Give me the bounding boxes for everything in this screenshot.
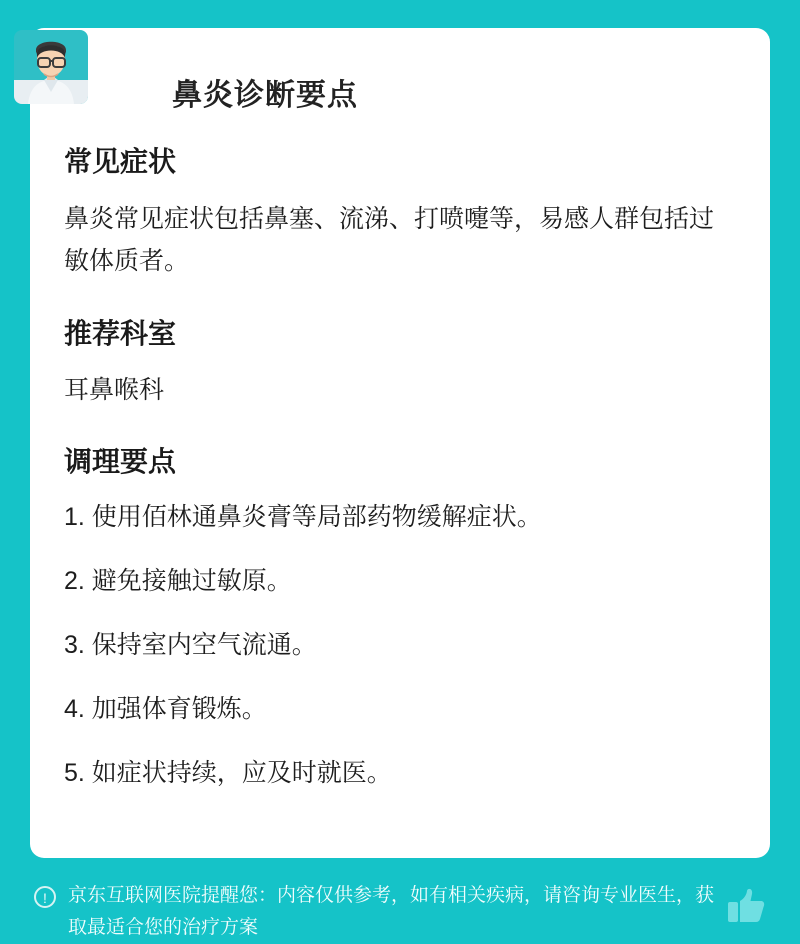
section-text-symptoms: 鼻炎常见症状包括鼻塞、流涕、打喷嚏等，易感人群包括过敏体质者。 — [64, 205, 715, 275]
content-card — [30, 28, 770, 858]
section-heading-department: 推荐科室 — [64, 318, 177, 349]
page-title: 鼻炎诊断要点 — [172, 79, 358, 112]
info-icon: ! — [34, 886, 56, 908]
section-heading-points: 调理要点 — [64, 446, 177, 477]
points-list — [64, 498, 736, 792]
section-text-department: 耳鼻喉科 — [64, 376, 165, 404]
list-item: 3. 保持室内空气流通。 — [64, 631, 317, 659]
section-heading-symptoms: 常见症状 — [64, 146, 177, 177]
footer-disclaimer — [34, 880, 766, 944]
footer-text: 京东互联网医院提醒您：内容仅供参考，如有相关疾病，请咨询专业医生，获取最适合您的治疗方案 — [68, 885, 715, 938]
list-item: 2. 避免接触过敏原。 — [64, 567, 292, 595]
list-item: 1. 使用佰林通鼻炎膏等局部药物缓解症状。 — [64, 503, 542, 531]
avatar — [14, 30, 88, 104]
thumbs-up-icon[interactable] — [726, 886, 766, 931]
list-item: 5. 如症状持续，应及时就医。 — [64, 759, 392, 787]
list-item: 4. 加强体育锻炼。 — [64, 695, 267, 723]
